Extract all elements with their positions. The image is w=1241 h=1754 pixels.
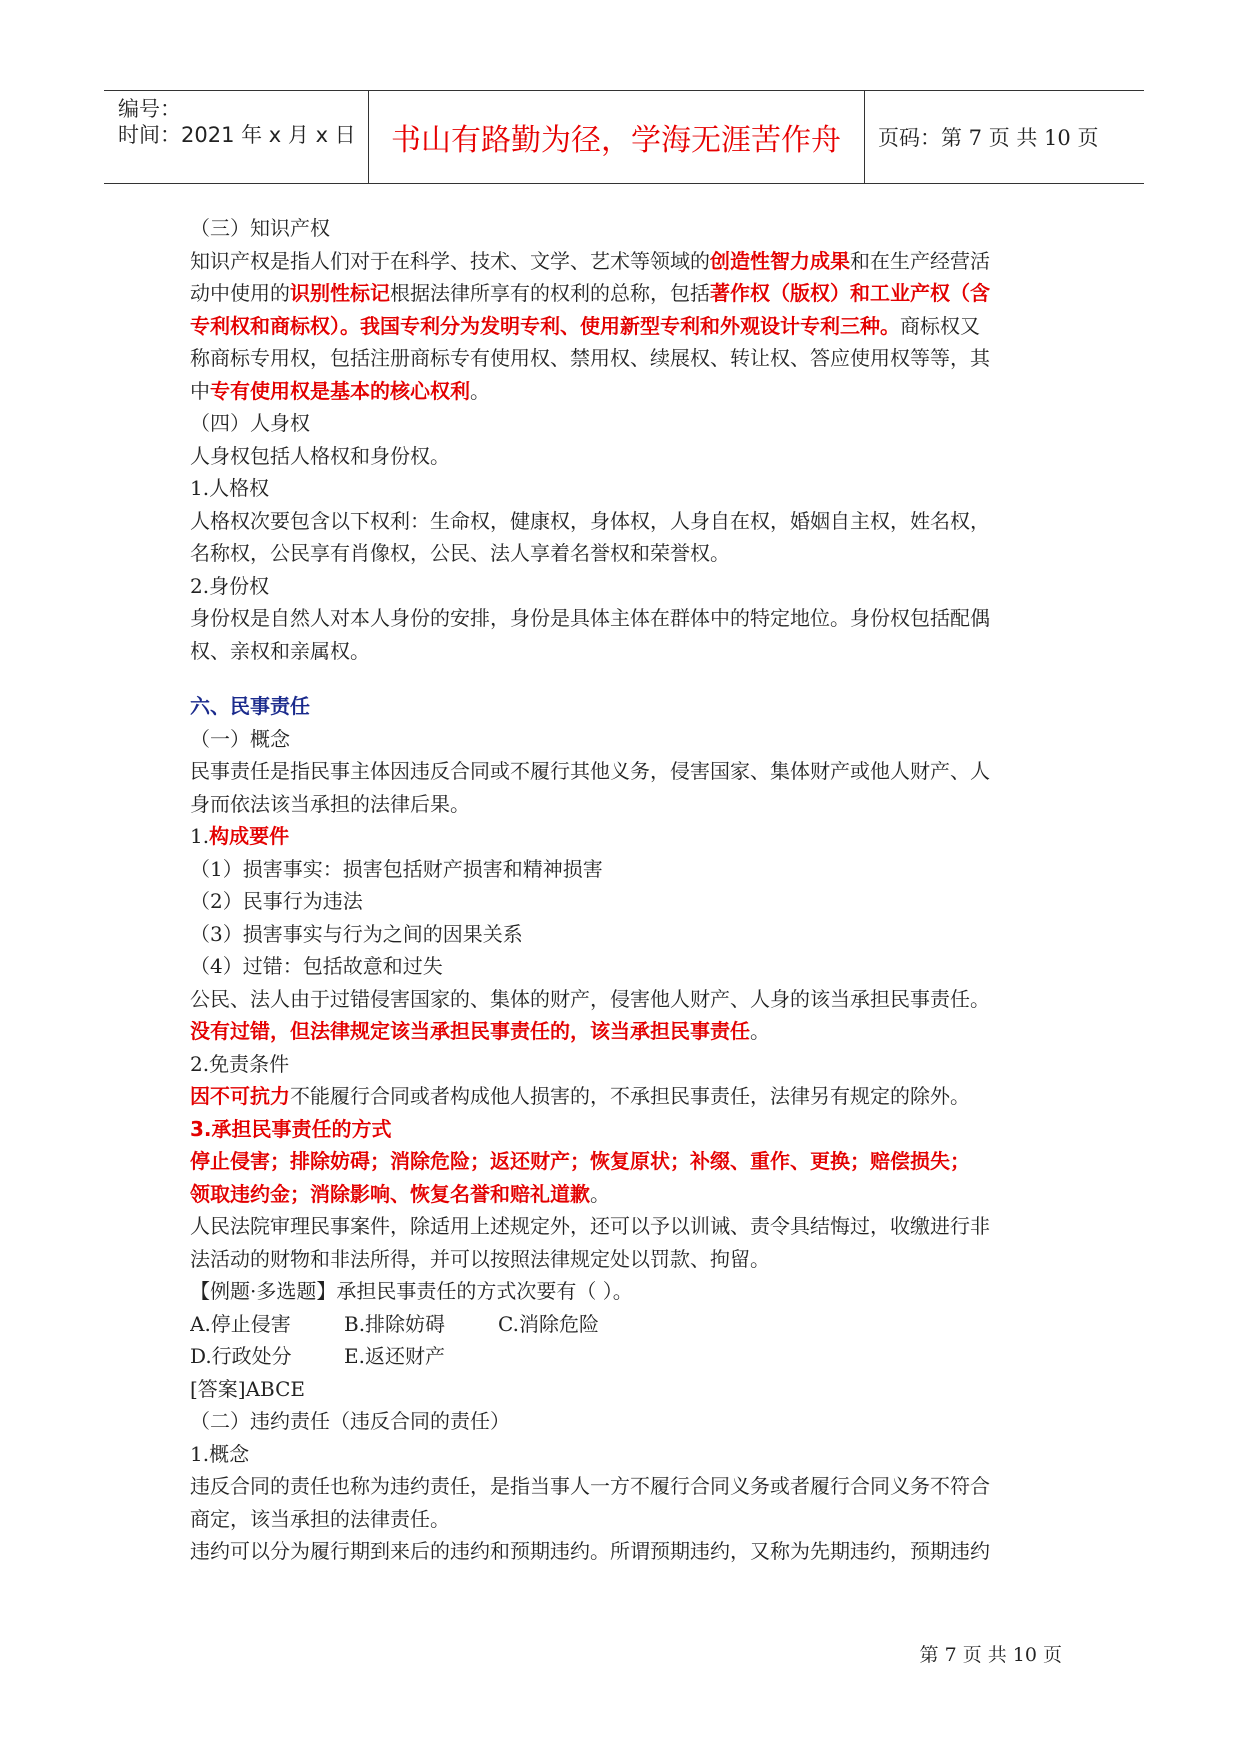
section-heading: （三）知识产权 <box>190 216 330 240</box>
list-item: （4）过错：包括故意和过失 <box>190 954 443 978</box>
paragraph-line: 领取违约金；消除影响、恢复名誉和赔礼道歉。 <box>190 1181 610 1206</box>
emphasis-text: 专有使用权是基本的核心权利 <box>210 378 470 403</box>
paragraph-line: 动中使用的识别性标记根据法律所享有的权利的总称，包括著作权（版权）和工业产权（含 <box>190 281 990 305</box>
option-e: E.返还财产 <box>344 1344 445 1368</box>
emphasis-text: 构成要件 <box>209 824 290 848</box>
subsection-heading: 3.承担民事责任的方式 <box>190 1116 392 1141</box>
paragraph-line: 因不可抗力不能履行合同或者构成他人损害的，不承担民事责任，法律另有规定的除外。 <box>190 1084 970 1108</box>
paragraph-line: 人民法院审理民事案件，除适用上述规定外，还可以予以训诫、责令具结悔过，收缴进行非 <box>190 1214 990 1238</box>
section-heading: （二）违约责任（违反合同的责任） <box>190 1409 510 1433</box>
question-options-row <box>190 1340 1070 1373</box>
emphasis-text: 识别性标记 <box>290 281 390 305</box>
emphasis-text: 创造性智力成果 <box>710 248 850 273</box>
header-info-cell <box>104 91 369 183</box>
paragraph-line: 商定，该当承担的法律责任。 <box>190 1506 450 1531</box>
document-body <box>190 212 1070 1568</box>
emphasis-text: 没有过错，但法律规定该当承担民事责任的，该当承担民事责任 <box>190 1019 750 1043</box>
header-motto-cell <box>368 91 865 183</box>
paragraph-line: 身份权是自然人对本人身份的安排，身份是具体主体在群体中的特定地位。身份权包括配偶 <box>190 606 990 630</box>
subsection-heading: 2.免责条件 <box>190 1051 290 1076</box>
paragraph-line: 名称权，公民享有肖像权，公民、法人享着名誉权和荣誉权。 <box>190 541 730 565</box>
question-answer: [答案]ABCE <box>190 1376 306 1401</box>
paragraph-line: 公民、法人由于过错侵害国家的、集体的财产，侵害他人财产、人身的该当承担民事责任。 <box>190 986 990 1011</box>
paragraph-line: 民事责任是指民事主体因违反合同或不履行其他义务，侵害国家、集体财产或他人财产、人 <box>190 759 990 783</box>
option-b: B.排除妨碍 <box>344 1311 446 1336</box>
page-header <box>104 90 1144 184</box>
chapter-heading: 六、民事责任 <box>190 694 310 718</box>
question-stem: 【例题·多选题】承担民事责任的方式次要有（ ）。 <box>190 1279 633 1303</box>
emphasis-text: 因不可抗力 <box>190 1084 290 1108</box>
question-options-row <box>190 1308 1070 1341</box>
subsection-heading: 1.概念 <box>190 1441 250 1466</box>
option-d: D.行政处分 <box>190 1344 292 1368</box>
paragraph-line: 中专有使用权是基本的核心权利。 <box>190 378 490 403</box>
paragraph-line: 没有过错，但法律规定该当承担民事责任的，该当承担民事责任。 <box>190 1019 770 1043</box>
spacer <box>190 667 1070 690</box>
option-c: C.消除危险 <box>498 1311 599 1336</box>
page-footer: 第 7 页 共 10 页 <box>919 1644 1062 1666</box>
paragraph-line: 知识产权是指人们对于在科学、技术、文学、艺术等领域的创造性智力成果和在生产经营活 <box>190 248 990 273</box>
motto-text: 书山有路勤为径，学海无涯苦作舟 <box>391 123 841 158</box>
document-time-label: 时间：2021 年 x 月 x 日 <box>118 123 356 147</box>
emphasis-text: 领取违约金；消除影响、恢复名誉和赔礼道歉 <box>190 1181 590 1206</box>
paragraph-line: 违反合同的责任也称为违约责任，是指当事人一方不履行合同义务或者履行合同义务不符合 <box>190 1474 990 1498</box>
paragraph-line: 身而依法该当承担的法律后果。 <box>190 791 470 816</box>
header-page-cell <box>864 91 1144 183</box>
emphasis-line: 停止侵害；排除妨碍；消除危险；返还财产；恢复原状；补缀、重作、更换；赔偿损失； <box>190 1149 970 1173</box>
list-item: （3）损害事实与行为之间的因果关系 <box>190 921 523 946</box>
paragraph-line: 专利权和商标权）。我国专利分为发明专利、使用新型专利和外观设计专利三种。商标权又 <box>190 313 980 338</box>
subsection-heading: 2.身份权 <box>190 573 270 598</box>
subsection-heading: 1.构成要件 <box>190 824 290 848</box>
paragraph-line: 法活动的财物和非法所得，并可以按照法律规定处以罚款、拘留。 <box>190 1246 770 1271</box>
emphasis-text: 专利权和商标权）。我国专利分为发明专利、使用新型专利和外观设计专利三种。 <box>190 313 900 338</box>
document-number-label: 编号： <box>118 97 181 121</box>
header-page-info: 页码：第 7 页 共 10 页 <box>878 126 1099 150</box>
list-item: （2）民事行为违法 <box>190 889 363 913</box>
section-heading: （四）人身权 <box>190 411 310 435</box>
paragraph-line: 权、亲权和亲属权。 <box>190 638 370 663</box>
emphasis-text: 著作权（版权）和工业产权（含 <box>710 281 990 305</box>
subsection-heading: 1.人格权 <box>190 476 270 500</box>
paragraph-line: 称商标专用权，包括注册商标专有使用权、禁用权、续展权、转让权、答应使用权等等，其 <box>190 346 990 370</box>
list-item: （1）损害事实：损害包括财产损害和精神损害 <box>190 856 603 881</box>
section-heading: （一）概念 <box>190 726 290 751</box>
paragraph-line: 违约可以分为履行期到来后的违约和预期违约。所谓预期违约，又称为先期违约，预期违约 <box>190 1539 990 1563</box>
option-a: A.停止侵害 <box>190 1311 291 1336</box>
paragraph-line: 人身权包括人格权和身份权。 <box>190 443 450 468</box>
paragraph-line: 人格权次要包含以下权利：生命权，健康权，身体权，人身自在权，婚姻自主权，姓名权， <box>190 508 990 533</box>
